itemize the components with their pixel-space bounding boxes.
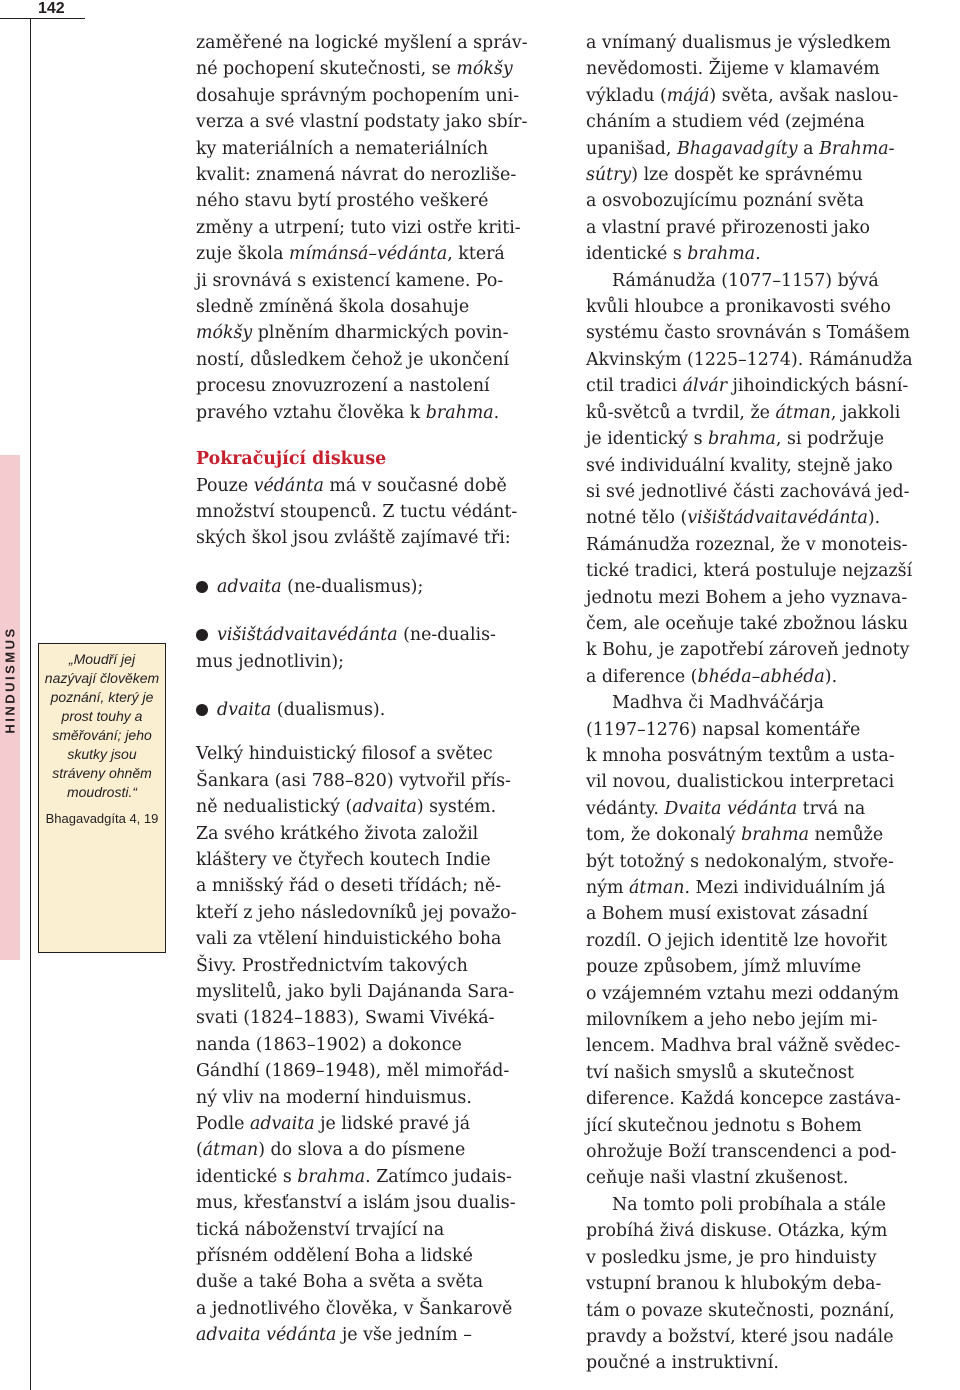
text-line: a jednotlivého člověka, v Šankarově [196, 1298, 513, 1319]
text-line: výkladu (májá) světa, avšak naslou- [586, 85, 899, 106]
text-line: ný vliv na moderní hinduismus. [196, 1087, 472, 1108]
text-line: probíhá živá diskuse. Otázka, kým [586, 1221, 888, 1242]
text-line: množství stoupenců. Z tuctu védánt- [196, 501, 518, 522]
text-column-right [586, 30, 958, 1377]
page-number: 142 [38, 0, 65, 17]
bullet-icon [196, 629, 208, 641]
text-line: a mnišský řád o deseti třídách; ně- [196, 876, 502, 897]
text-line: (átman) do slova a do písmene [196, 1140, 466, 1161]
quote-source: Bhagavadgíta 4, 19 [45, 811, 159, 826]
text-line: vali za vtělení hinduistického boha [196, 929, 502, 950]
text-line: kteří z jeho následovníků jej považo- [196, 902, 517, 923]
text-line: přísném oddělení Boha a lidské [196, 1246, 473, 1267]
text-line: ji srovnává s existencí kamene. Po- [196, 270, 504, 291]
text-line: vil novou, dualistickou interpretaci [586, 772, 895, 793]
text-column-middle [196, 30, 568, 1349]
text-line: mókšy plněním dharmických povin- [196, 323, 509, 344]
text-line: systému často srovnáván s Tomášem [586, 323, 910, 344]
text-line: tická náboženství trvající na [196, 1219, 445, 1240]
text-line: duše a také Boha a světa a světa [196, 1272, 484, 1293]
text-line: a vnímaný dualismus je výsledkem [586, 33, 891, 53]
text-line: Gándhí (1869–1948), měl mimořád- [196, 1061, 510, 1082]
text-line: advaita védánta je vše jedním – [196, 1325, 472, 1346]
text-line: vstupní branou k hlubokým deba- [586, 1274, 882, 1295]
text-line: Rámánudža rozeznal, že v monoteis- [586, 534, 908, 555]
text-line: zuje škola mímánsá–védánta, která [196, 244, 505, 265]
text-line: Za svého krátkého života založil [196, 823, 479, 844]
text-line: védánty. Dvaita védánta trvá na [586, 798, 866, 819]
text-line: milovníkem a jeho nebo jejím mi- [586, 1010, 878, 1031]
text-line: rozdíl. O jejich identitě lze hovořit [586, 930, 888, 951]
text-line: a osvobozujícímu poznání světa [586, 191, 865, 212]
bullet-icon [196, 704, 208, 716]
text-line: pravdy a božství, které jsou nadále [586, 1326, 894, 1347]
text-line: ceňuje naši vlastní zkušenost. [586, 1168, 849, 1189]
text-line: myslitelů, jako byli Dajánanda Sara- [196, 982, 515, 1002]
text-line: né pochopení skutečnosti, se mókšy [196, 59, 513, 80]
text-line: změny a utrpení; tuto vizi ostře kriti- [196, 217, 521, 238]
text-line: Šankara (asi 788–820) vytvořil přís- [196, 770, 511, 791]
text-line: ských škol jsou zvláště zajímavé tři: [196, 528, 511, 549]
text-line: pravého vztahu člověka k brahma. [196, 402, 500, 423]
text-line: kláštery ve čtyřech koutech Indie [196, 849, 491, 870]
text-line: Velký hinduistický filosof a světec [196, 744, 493, 765]
text-line: o vzájemném vztahu mezi oddaným [586, 983, 899, 1004]
text-line: diference. Každá koncepce zastáva- [586, 1089, 901, 1110]
list-item: višištádvaitavédánta (ne-dualis- [196, 622, 568, 648]
text-line: notné tělo (višištádvaitavédánta). [586, 508, 881, 529]
text-line: pouze způsobem, jímž mluvíme [586, 957, 862, 978]
list-item-continuation: mus jednotlivin); [196, 651, 344, 672]
text-line: ným átman. Mezi individuálním já [586, 878, 886, 898]
text-line: zaměřené na logické myšlení a správ- [196, 33, 528, 53]
text-line: a diference (bhéda–abhéda). [586, 666, 838, 687]
text-line: tví našich smyslů a skutečnost [586, 1062, 855, 1083]
text-line: poučné a instruktivní. [586, 1353, 779, 1374]
text-line: tom, že dokonalý brahma nemůže [586, 825, 884, 846]
text-line: si své jednotlivé části zachovává jed- [586, 481, 910, 502]
text-line: své individuální kvality, stejně jako [586, 455, 893, 476]
text-line: upanišad, Bhagavadgíty a Brahma- [586, 138, 895, 159]
list-item: dvaita (dualismus). [196, 697, 568, 723]
text-line: k mnoha posvátným textům a usta- [586, 745, 895, 766]
text-line: svati (1824–1883), Swami Vivéká- [196, 1008, 495, 1029]
text-line: lencem. Madhva bral vážně svědec- [586, 1036, 901, 1057]
text-line: a Bohem musí existovat zásadní [586, 904, 868, 925]
text-line: kvůli hloubce a pronikavosti svého [586, 297, 891, 318]
text-line: ohrožuje Boží transcendenci a pod- [586, 1142, 897, 1163]
quote-box [38, 643, 166, 953]
header-rule [0, 18, 85, 19]
text-line: ně nedualistický (advaita) systém. [196, 797, 497, 818]
text-line: k Bohu, je zapotřebí zároveň jednoty [586, 640, 910, 661]
text-line: tické tradici, která postuluje nejzazší [586, 561, 913, 582]
text-line: Na tomto poli probíhala a stále [612, 1194, 886, 1215]
text-line: (1197–1276) napsal komentáře [586, 719, 861, 740]
text-line: ctil tradici álvár jihoindických básní- [586, 376, 909, 397]
text-line: identické s brahma. [586, 244, 761, 265]
text-line: Šivy. Prostřednictvím takových [196, 955, 468, 976]
text-line: v posledku jsme, je pro hinduisty [586, 1247, 877, 1268]
text-line: ného stavu bytí prostého veškeré [196, 191, 489, 212]
text-line: Pouze védánta má v současné době [196, 475, 507, 496]
text-line: Akvinským (1225–1274). Rámánudža [586, 349, 913, 370]
text-line: jednotu mezi Bohem a jeho vyznava- [586, 587, 908, 608]
text-line: mus, křesťanství a islám jsou dualis- [196, 1193, 516, 1214]
section-heading: Pokračující diskuse [196, 449, 387, 470]
text-line: identické s brahma. Zatímco judais- [196, 1166, 512, 1187]
list-item: advaita (ne-dualismus); [196, 574, 568, 600]
text-line: a vlastní pravé přirozenosti jako [586, 217, 870, 238]
text-line: ností, důsledkem čehož je ukončení [196, 349, 510, 370]
text-line: kvalit: znamená návrat do nerozliše- [196, 165, 517, 186]
margin-rule [30, 18, 31, 1390]
chapter-tab-label: HINDUISMUS [2, 626, 18, 734]
text-line: sútry) lze dospět ke správnému [586, 165, 863, 186]
text-line: být totožný s nedokonalým, stvoře- [586, 851, 894, 872]
text-line: ků-světců a tvrdil, že átman, jakkoli [586, 402, 901, 423]
text-line: cháním a studiem véd (zejména [586, 112, 865, 133]
text-line: sledně zmíněná škola dosahuje [196, 297, 470, 318]
text-line: nanda (1863–1902) a dokonce [196, 1034, 462, 1055]
text-line: tám o povaze skutečnosti, poznání, [586, 1300, 895, 1321]
text-line: čem, ale oceňuje také zbožnou lásku [586, 613, 909, 634]
text-line: nevědomosti. Žijeme v klamavém [586, 59, 880, 80]
text-line: Madhva či Madhváčárja [612, 693, 824, 714]
text-line: jící skutečnou jednotu s Bohem [586, 1115, 862, 1136]
text-line: dosahuje správným pochopením uni- [196, 85, 520, 106]
text-line: verza a své vlastní podstaty jako sbír- [196, 112, 528, 133]
text-line: ky materiálních a nemateriálních [196, 138, 489, 159]
text-line: je identický s brahma, si podržuje [586, 429, 885, 450]
text-line: Podle advaita je lidské pravé já [196, 1114, 471, 1135]
quote-text: „Moudří jej nazývají člověkem poznání, který je prost touhy a směřování; jeho skutky jsou stráveny ohněm moudrosti.“ [44, 651, 160, 800]
text-line: Rámánudža (1077–1157) bývá [612, 270, 879, 291]
text-line: procesu znovuzrození a nastolení [196, 376, 490, 397]
bullet-icon [196, 581, 208, 593]
